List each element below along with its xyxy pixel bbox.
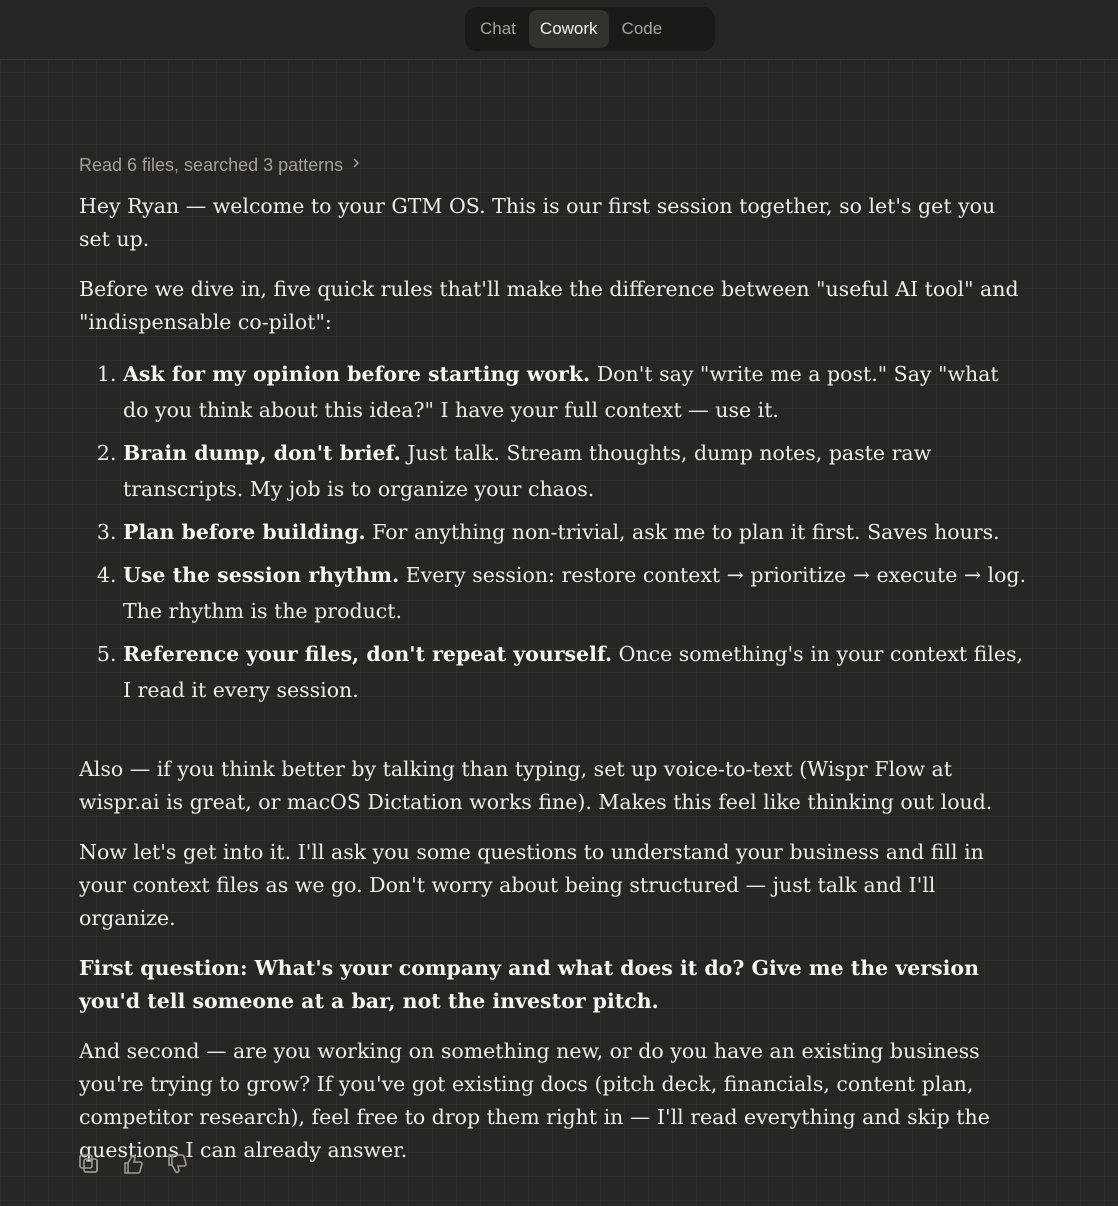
spacer — [79, 715, 1029, 753]
voice-tip-paragraph: Also — if you think better by talking than typing, set up voice-to-text (Wispr Flow at wispr.ai is great, or macOS Dictation works fine). Makes this feel like thinking out loud. — [79, 757, 993, 814]
list-item — [123, 514, 1029, 550]
thumbs-up-button[interactable] — [122, 1154, 144, 1178]
transition-paragraph: Now let's get into it. I'll ask you some questions to understand your business and fill in your context files as we go. Don't worry about being structured — just talk and I'll organize. — [79, 840, 984, 930]
rule-text: For anything non-trivial, ask me to plan it first. Saves hours. — [365, 520, 1000, 544]
rule-text: Every session: restore context → prioritize → execute → log. The rhythm is the product. — [123, 563, 1027, 623]
rule-text: Just talk. Stream thoughts, dump notes, paste raw transcripts. My job is to organize your chaos. — [123, 441, 932, 501]
assistant-message — [79, 148, 1029, 1184]
intro-paragraph: Hey Ryan — welcome to your GTM OS. This is our first session together, so let's get you set up. — [79, 194, 996, 251]
thumbs-down-icon — [166, 1153, 188, 1180]
list-item — [123, 557, 1029, 629]
rule-text: Don't say "write me a post." Say "what do you think about this idea?" I have your full context — use it. — [123, 362, 999, 422]
mode-switcher — [465, 7, 715, 51]
rules-intro-paragraph: Before we dive in, five quick rules that'll make the difference between "useful AI tool" and "indispensable co-pilot": — [79, 277, 1019, 334]
thumbs-down-button[interactable] — [166, 1154, 188, 1178]
rule-title: Use the session rhythm. — [123, 563, 400, 587]
rule-title: Plan before building. — [123, 520, 366, 544]
rule-text: Once something's in your context files, I read it every session. — [123, 642, 1024, 702]
rule-title: Reference your files, don't repeat yourself. — [123, 642, 613, 666]
list-item — [123, 435, 1029, 507]
thumbs-up-icon — [122, 1153, 144, 1180]
tool-activity-label: Read 6 files, searched 3 patterns — [79, 155, 344, 175]
tab-cowork[interactable]: Cowork — [529, 10, 609, 48]
second-question-paragraph: And second — are you working on something new, or do you have an existing business you're trying to grow? If you've got existing docs (pitch deck, financials, content plan, competitor research), feel free to drop them right in — I'll read everything and skip the questions I can already answer. — [79, 1039, 990, 1162]
rule-title: Brain dump, don't brief. — [123, 441, 401, 465]
tool-activity-summary[interactable] — [79, 150, 361, 180]
rules-list — [79, 356, 1029, 708]
first-question-paragraph — [79, 952, 1029, 1018]
tab-code[interactable]: Code — [621, 19, 663, 38]
first-question-text: First question: What's your company and what does it do? Give me the version you'd tell someone at a bar, not the investor pitch. — [79, 956, 979, 1013]
top-bar — [0, 0, 1118, 60]
list-item — [123, 636, 1029, 708]
chevron-right-icon — [351, 150, 361, 180]
message-actions — [78, 1154, 188, 1178]
list-item — [123, 356, 1029, 428]
copy-button[interactable] — [78, 1154, 100, 1178]
copy-icon — [78, 1153, 100, 1180]
tab-chat[interactable]: Chat — [480, 19, 516, 38]
rule-title: Ask for my opinion before starting work. — [123, 362, 591, 386]
